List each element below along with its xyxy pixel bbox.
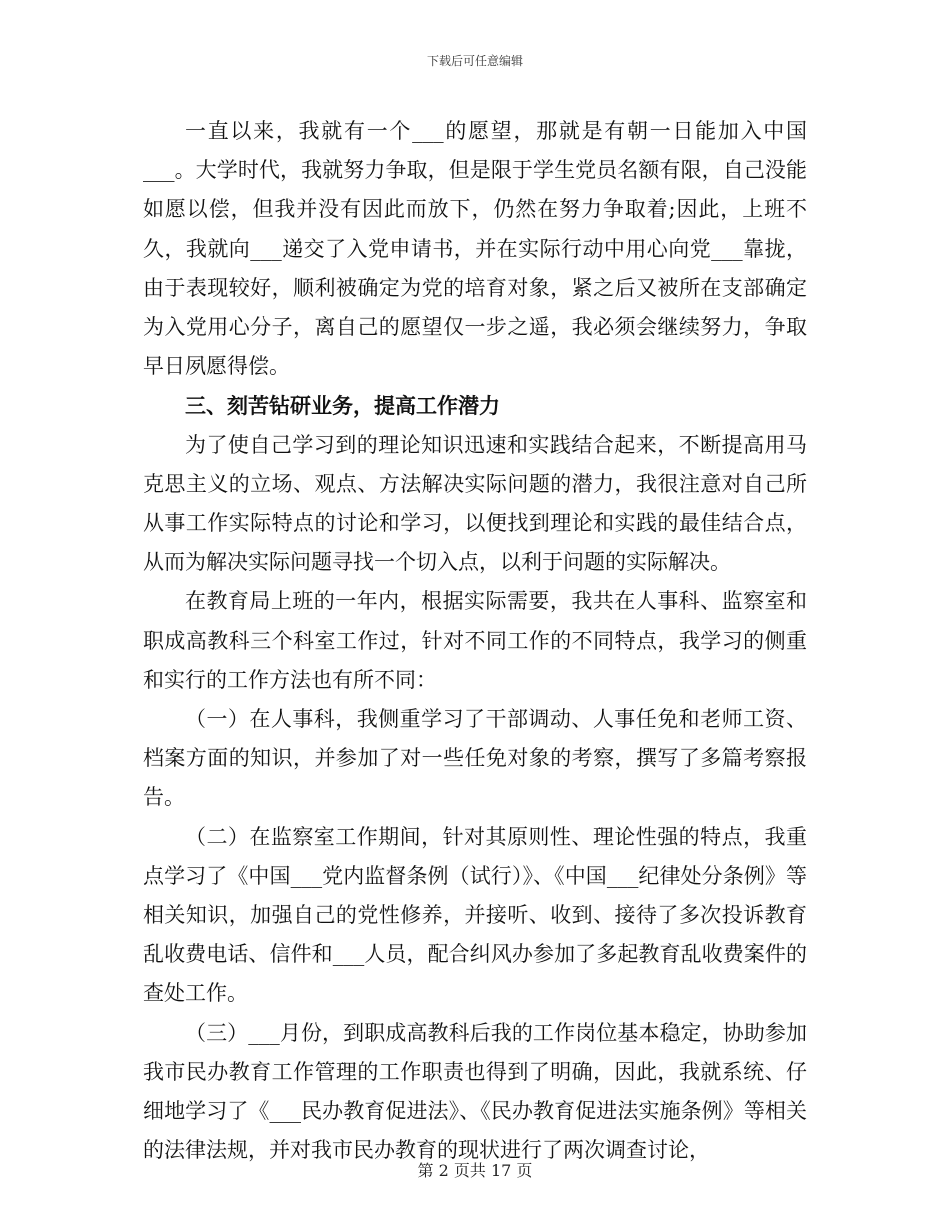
page-footer: 第 2 页共 17 页 [417, 1161, 533, 1180]
paragraph: （三）___月份，到职成高教科后我的工作岗位基本稳定，协助参加我市民办教育工作管理的工作职责也得到了明确，因此，我就系统、仔细地学习了《___民办教育促进法》、《民办教育促进法实施条例》等相关的法律法规，并对我市民办教育的现状进行了两次调查讨论， [143, 1020, 807, 1163]
page-header: 下载后可任意编辑 [426, 54, 523, 68]
paragraph: 为了使自己学习到的理论知识迅速和实践结合起来，不断提高用马克思主义的立场、观点、方法解决实际问题的潜力，我很注意对自己所从事工作实际特点的讨论和学习，以便找到理论和实践的最佳结合点，从而为解决实际问题寻找一个切入点，以利于问题的实际解决。 [143, 432, 807, 575]
paragraph: （一）在人事科，我侧重学习了干部调动、人事任免和老师工资、档案方面的知识，并参加了对一些任免对象的考察，撰写了多篇考察报告。 [143, 707, 807, 810]
document-body [143, 112, 807, 1170]
paragraph: 在教育局上班的一年内，根据实际需要，我共在人事科、监察室和职成高教科三个科室工作过，针对不同工作的不同特点，我学习的侧重和实行的工作方法也有所不同： [143, 589, 807, 692]
section-heading: 三、刻苦钻研业务，提高工作潜力 [185, 393, 500, 419]
paragraph: 一直以来，我就有一个___的愿望，那就是有朝一日能加入中国___。大学时代，我就努力争取，但是限于学生党员名额有限，自己没能如愿以偿，但我并没有因此而放下，仍然在努力争取着;因此，上班不久，我就向___递交了入党申请书，并在实际行动中用心向党___靠拢，由于表现较好，顺利被确定为党的培育对象，紧之后又被所在支部确定为入党用心分子，离自己的愿望仅一步之遥，我必须会继续努力，争取早日夙愿得偿。 [143, 119, 807, 379]
paragraph: （二）在监察室工作期间，针对其原则性、理论性强的特点，我重点学习了《中国___党内监督条例（试行）》、《中国___纪律处分条例》等相关知识，加强自己的党性修养，并接听、收到、接待了多次投诉教育乱收费电话、信件和___人员，配合纠风办参加了多起教育乱收费案件的查处工作。 [143, 824, 807, 1006]
